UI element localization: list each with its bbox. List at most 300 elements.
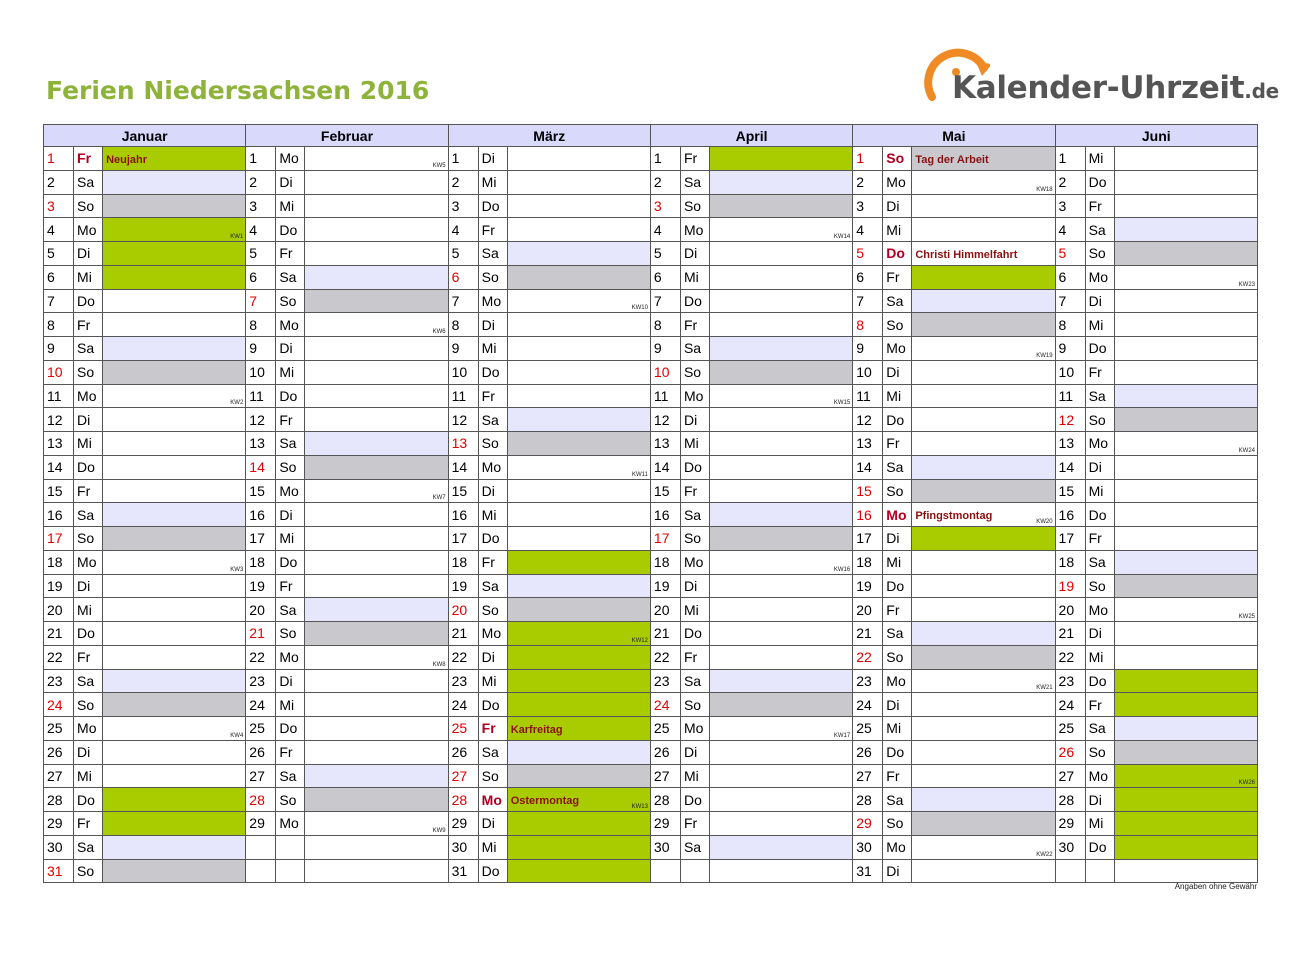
day-number: 30 [1055,835,1085,859]
day-number: 8 [853,313,883,337]
holiday-name: Tag der Arbeit [915,154,989,166]
day-info [1114,313,1257,337]
weekday: Fr [883,265,912,289]
weekday: Di [883,360,912,384]
day-info [507,432,650,456]
weekday: Do [1085,669,1114,693]
weekday: So [883,645,912,669]
weekday: Mo [276,479,305,503]
day-info [912,147,1055,171]
day-info [912,360,1055,384]
day-info [507,170,650,194]
calendar-row [44,194,1258,218]
day-number: 28 [853,788,883,812]
day-info [709,337,852,361]
day-info [709,147,852,171]
week-number: KW2 [230,400,244,407]
weekday: Mi [74,764,103,788]
day-info [507,218,650,242]
day-number: 4 [246,218,276,242]
weekday: Sa [74,503,103,527]
weekday: Mi [74,598,103,622]
weekday: Di [883,527,912,551]
day-info [507,289,650,313]
day-number: 29 [853,812,883,836]
day-number: 9 [650,337,680,361]
day-number: 10 [1055,360,1085,384]
day-info [709,645,852,669]
weekday: Fr [680,147,709,171]
day-number: 2 [44,170,74,194]
day-number: 11 [853,384,883,408]
day-info [305,218,448,242]
day-info [103,740,246,764]
calendar-row [44,788,1258,812]
day-info [912,408,1055,432]
weekday: Fr [276,574,305,598]
day-info [912,479,1055,503]
day-number: 13 [853,432,883,456]
weekday: Sa [883,455,912,479]
weekday: Di [680,574,709,598]
week-number: KW17 [833,732,851,739]
day-number: 6 [650,265,680,289]
day-number: 17 [650,527,680,551]
kalender-uhrzeit-logo[interactable] [918,42,1279,114]
day-number: 21 [1055,622,1085,646]
week-number: KW5 [432,162,446,169]
day-info [1114,170,1257,194]
day-number: 18 [1055,550,1085,574]
weekday: Mi [883,384,912,408]
day-info [1114,218,1257,242]
day-info [103,835,246,859]
weekday: Sa [478,408,507,432]
weekday: Mi [478,503,507,527]
weekday: Mo [74,550,103,574]
day-info [1114,337,1257,361]
weekday: Sa [883,289,912,313]
day-number: 10 [650,360,680,384]
day-info [103,194,246,218]
day-number: 20 [650,598,680,622]
day-number: 3 [448,194,478,218]
day-info [709,550,852,574]
day-number: 24 [448,693,478,717]
day-info [912,717,1055,741]
weekday: Di [680,740,709,764]
weekday: So [276,455,305,479]
weekday: Fr [276,242,305,266]
week-number: KW7 [432,495,446,502]
weekday: Fr [74,147,103,171]
day-number: 25 [246,717,276,741]
weekday: Mo [276,645,305,669]
day-number: 30 [650,835,680,859]
day-number: 8 [1055,313,1085,337]
weekday: Sa [276,265,305,289]
day-number: 14 [44,455,74,479]
day-number: 11 [44,384,74,408]
day-info [305,645,448,669]
day-info [912,812,1055,836]
day-info [709,788,852,812]
weekday: Mo [276,812,305,836]
day-number: 13 [1055,432,1085,456]
weekday: Sa [883,788,912,812]
day-info [1114,527,1257,551]
weekday: Mi [680,598,709,622]
day-number: 19 [853,574,883,598]
day-info [507,313,650,337]
weekday: Di [74,740,103,764]
day-info [507,835,650,859]
weekday: Mo [883,170,912,194]
weekday: So [1085,408,1114,432]
day-number: 14 [246,455,276,479]
weekday: Mo [74,384,103,408]
weekday: Fr [1085,693,1114,717]
day-number: 7 [448,289,478,313]
week-number: KW12 [631,637,648,644]
day-info [305,408,448,432]
day-number: 5 [246,242,276,266]
calendar-row [44,740,1258,764]
weekday: So [680,527,709,551]
weekday: Fr [680,313,709,337]
day-number: 10 [448,360,478,384]
day-number: 22 [650,645,680,669]
weekday: Mi [680,764,709,788]
weekday: Sa [276,764,305,788]
day-info [103,812,246,836]
calendar-row [44,835,1258,859]
day-number: 17 [44,527,74,551]
day-info [1114,574,1257,598]
day-info [305,479,448,503]
day-number: 15 [448,479,478,503]
weekday: Mo [478,622,507,646]
weekday: So [1085,574,1114,598]
day-info [507,265,650,289]
calendar-row [44,455,1258,479]
day-number: 13 [650,432,680,456]
day-info [507,645,650,669]
weekday: So [478,432,507,456]
day-info [103,550,246,574]
weekday: Di [1085,289,1114,313]
calendar-row [44,337,1258,361]
day-number: 27 [44,764,74,788]
calendar-row [44,147,1258,171]
weekday: Mo [680,550,709,574]
day-number: 2 [650,170,680,194]
calendar-row [44,764,1258,788]
day-info [1114,455,1257,479]
day-info [1114,194,1257,218]
day-info [709,503,852,527]
day-info [103,479,246,503]
weekday: So [883,812,912,836]
weekday: Mi [1085,479,1114,503]
weekday: Fr [883,764,912,788]
day-number: 12 [246,408,276,432]
weekday: Mi [883,218,912,242]
day-number: 9 [1055,337,1085,361]
day-number: 11 [650,384,680,408]
day-info [912,337,1055,361]
day-info [507,408,650,432]
day-info [103,147,246,171]
calendar-row [44,503,1258,527]
day-number: 21 [44,622,74,646]
day-number: 8 [650,313,680,337]
day-info [305,693,448,717]
weekday: So [1085,740,1114,764]
weekday: Mi [478,835,507,859]
page-title: Ferien Niedersachsen 2016 [46,76,430,105]
day-info [709,265,852,289]
weekday: So [883,479,912,503]
day-number: 23 [1055,669,1085,693]
calendar-row [44,598,1258,622]
day-info [305,432,448,456]
weekday: Mo [1085,764,1114,788]
day-info [507,194,650,218]
day-info [305,384,448,408]
day-number: 13 [44,432,74,456]
day-info [709,455,852,479]
day-number: 23 [44,669,74,693]
weekday: Mo [883,337,912,361]
weekday: Di [680,242,709,266]
day-info [912,859,1055,883]
calendar-row [44,479,1258,503]
weekday: Mi [478,669,507,693]
day-info [912,432,1055,456]
day-info [305,788,448,812]
day-info [709,170,852,194]
day-info [507,503,650,527]
weekday: Di [680,408,709,432]
day-number: 6 [246,265,276,289]
day-info [103,337,246,361]
day-number: 7 [1055,289,1085,313]
calendar-table [43,124,1258,883]
calendar-row [44,408,1258,432]
day-number: 1 [853,147,883,171]
empty-cell [246,859,276,883]
weekday: Mi [276,693,305,717]
day-number: 21 [853,622,883,646]
day-number: 23 [853,669,883,693]
day-number: 25 [1055,717,1085,741]
day-number: 29 [44,812,74,836]
day-info [709,479,852,503]
calendar-row [44,289,1258,313]
calendar-row [44,717,1258,741]
day-info [1114,645,1257,669]
calendar-row [44,859,1258,883]
day-number: 14 [1055,455,1085,479]
day-info [103,598,246,622]
day-number: 3 [1055,194,1085,218]
weekday: Mo [478,788,507,812]
week-number: KW19 [1036,352,1053,359]
weekday: Sa [478,740,507,764]
day-number: 11 [448,384,478,408]
weekday: Sa [680,835,709,859]
weekday: Sa [74,669,103,693]
weekday: Do [1085,835,1114,859]
day-info [709,313,852,337]
weekday: So [883,313,912,337]
weekday: Mi [1085,812,1114,836]
day-info [912,503,1055,527]
day-info [305,147,448,171]
day-info [1114,265,1257,289]
day-number: 27 [853,764,883,788]
weekday: Mo [478,455,507,479]
day-info [709,764,852,788]
weekday: So [1085,242,1114,266]
weekday: Mi [478,170,507,194]
day-number: 30 [448,835,478,859]
weekday: Sa [680,503,709,527]
weekday: So [74,693,103,717]
month-header-1: Februar [246,125,448,147]
week-number: KW3 [230,566,244,573]
day-number: 29 [650,812,680,836]
day-number: 15 [1055,479,1085,503]
day-number: 16 [44,503,74,527]
day-info [305,764,448,788]
weekday: Fr [74,479,103,503]
day-info [305,337,448,361]
day-info [1114,289,1257,313]
day-info [507,550,650,574]
day-number: 8 [246,313,276,337]
day-info [103,289,246,313]
weekday: Fr [1085,527,1114,551]
day-number: 18 [448,550,478,574]
day-number: 26 [650,740,680,764]
calendar-row [44,384,1258,408]
holiday-name: Ostermontag [510,795,580,808]
day-info [507,764,650,788]
week-number: KW13 [631,804,648,810]
day-info [912,218,1055,242]
day-number: 12 [44,408,74,432]
weekday: Mo [680,384,709,408]
weekday: Mi [680,432,709,456]
weekday: Di [1085,788,1114,812]
day-info [305,812,448,836]
day-info [1114,812,1257,836]
day-number: 2 [448,170,478,194]
day-info [305,265,448,289]
day-number: 26 [853,740,883,764]
day-info [912,788,1055,812]
day-number: 26 [246,740,276,764]
day-info [507,147,650,171]
day-info [912,740,1055,764]
week-number: KW8 [432,661,446,668]
empty-cell [1055,859,1085,883]
weekday: So [276,622,305,646]
weekday: Do [74,289,103,313]
day-number: 24 [1055,693,1085,717]
day-info [305,622,448,646]
day-info [709,669,852,693]
day-info [709,432,852,456]
day-info [103,859,246,883]
weekday: Do [276,384,305,408]
day-info [507,598,650,622]
week-number: KW24 [1238,447,1255,454]
weekday: Mo [74,717,103,741]
weekday: Sa [276,432,305,456]
weekday: Sa [680,170,709,194]
day-info [912,242,1055,266]
day-number: 11 [246,384,276,408]
day-info [507,574,650,598]
day-info [103,384,246,408]
weekday: Di [478,812,507,836]
day-number: 27 [448,764,478,788]
day-info [305,503,448,527]
day-number: 2 [853,170,883,194]
empty-cell [1114,859,1257,883]
weekday: Mi [1085,147,1114,171]
weekday: Sa [276,598,305,622]
week-number: KW14 [833,234,851,240]
day-number: 3 [44,194,74,218]
day-info [507,717,650,741]
day-number: 17 [246,527,276,551]
day-info [1114,384,1257,408]
day-number: 20 [246,598,276,622]
weekday: Do [1085,337,1114,361]
day-info [103,574,246,598]
empty-cell [680,859,709,883]
day-info [709,408,852,432]
day-info [1114,788,1257,812]
day-number: 5 [650,242,680,266]
day-number: 18 [44,550,74,574]
day-info [103,242,246,266]
day-number: 22 [1055,645,1085,669]
day-number: 30 [44,835,74,859]
day-number: 12 [448,408,478,432]
weekday: Do [680,622,709,646]
day-info [1114,669,1257,693]
weekday: Sa [883,622,912,646]
week-number: KW22 [1036,851,1053,858]
day-number: 25 [650,717,680,741]
day-number: 5 [853,242,883,266]
day-info [103,527,246,551]
day-number: 14 [448,455,478,479]
day-info [709,527,852,551]
week-number: KW9 [432,827,446,834]
day-number: 28 [1055,788,1085,812]
weekday: So [74,859,103,883]
weekday: Di [478,479,507,503]
weekday: Di [883,693,912,717]
day-number: 25 [853,717,883,741]
day-info [709,717,852,741]
